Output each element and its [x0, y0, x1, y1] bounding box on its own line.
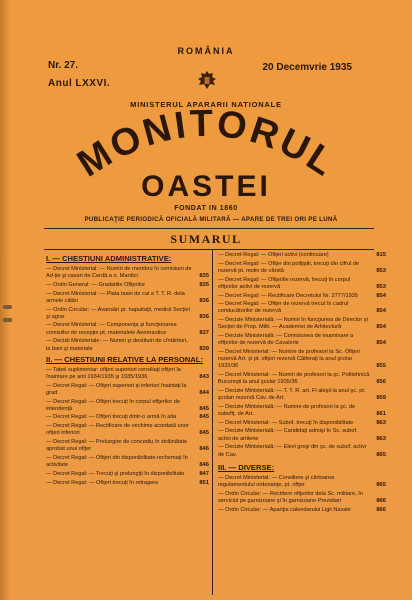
summary-right-column: [218, 252, 386, 515]
entry-text: — Decret Regal: — Ofiţeri trecuţi în retragere: [46, 479, 159, 486]
entry-page-number: 861: [376, 411, 386, 418]
entry-page-number: 866: [376, 497, 386, 504]
entry-page-number: 853: [376, 267, 386, 274]
summary-entry: [218, 372, 386, 386]
summary-entry: [218, 301, 386, 315]
summary-entry: [218, 507, 386, 514]
entry-text: — Decret Regal: — Ofiţeri din disponibilitate rechemaţi în activitate: [46, 454, 188, 469]
entry-page-number: 847: [199, 470, 209, 477]
founded-line: FONDAT IN 1860: [174, 205, 238, 212]
summary-entry: [218, 317, 386, 331]
column-divider: [212, 250, 213, 595]
section-heading: II. — CHESTIUNI RELATIVE LA PERSONAL:: [46, 354, 203, 364]
entry-text: — Decizie Ministerială: — Candidaţi admişi în Sc. subof. activi de artilerie: [218, 428, 358, 442]
summary-entry: [218, 333, 386, 347]
summary-entry: [218, 404, 386, 418]
entry-page-number: 863: [376, 419, 386, 426]
entry-text: — Decret Regal: — Ofiţeri superiori şi inferiori înaintaţi la grad: [46, 382, 187, 396]
entry-page-number: 815: [376, 252, 386, 258]
entry-page-number: 843: [199, 373, 209, 380]
entry-list: [218, 475, 386, 514]
entry-text: — Decizie Ministerială: — Elevi greşi din şc. de subof. activi de Cav.: [218, 444, 366, 458]
entry-text: — Decret Regal: — Ofiţer din poliţiştii, trecuţi din cifrul de rezervă pt. motiv de vârstă: [218, 260, 360, 274]
summary-entry: [218, 444, 386, 458]
entry-page-number: 854: [376, 292, 386, 299]
entry-page-number: 846: [199, 446, 209, 453]
summary-entry: [46, 338, 209, 352]
summary-entry: [46, 480, 209, 487]
entry-page-number: 854: [376, 324, 386, 331]
entry-page-number: 866: [376, 506, 386, 513]
staple-mark: [3, 318, 12, 322]
entry-text: — Decret Regal: — Ofiţeri activi (continuare): [218, 252, 329, 258]
entry-page-number: 835: [199, 273, 209, 280]
entry-page-number: 845: [199, 405, 209, 412]
entry-text: — Decizie Ministerială: — T. T. R. art. Fl aleşii la anul şc. pt. şcolari rezervă Cav. de Art.: [218, 387, 366, 402]
issue-date: 20 Decemvrie 1935: [262, 62, 352, 73]
entry-text: — Decret Regal: — Ofiţer de rezervă trecut în cadrul conducătorilor de rezervă: [218, 301, 349, 315]
entry-text: — Decizie Ministerială: — Comisiunea de examinare a ofiţerilor de rezervă de Cavalerie: [218, 333, 354, 347]
entry-page-number: 839: [199, 345, 209, 352]
entry-page-number: 836: [199, 297, 209, 304]
summary-entry: [46, 322, 209, 336]
summary-entry: [46, 367, 209, 381]
entry-text: — Decret Ministerial: — Numiri de membru în comisiuni de Ad-ţie şi casari de Cerdă a o. Mardici: [46, 266, 192, 280]
entry-text: — Decret Regal: — Ofiţeri trecuţi dintr-o armă în alta: [46, 414, 177, 421]
summary-entry: [218, 261, 386, 275]
summary-entry: [218, 277, 386, 291]
ministry-name: MINISTERUL APARARII NATIONALE: [130, 100, 282, 109]
summary-entry: [218, 388, 386, 402]
divider: [44, 228, 374, 229]
summary-entry: [218, 293, 386, 300]
entry-page-number: 856: [376, 379, 386, 386]
entry-text: — Decizie Ministerială: — Numiri în funcţiunea de Director şi Secţiei de Prop. Milit. — Academiei de Arhitectură: [218, 317, 368, 331]
summary-entry: [46, 282, 209, 289]
summary-entry: [46, 423, 209, 437]
entry-text: — Decret Ministerial: — Numiri de profesori la şc. Politehnică Bucureşti la anul şcolar 1935/36: [218, 372, 370, 386]
entry-text: — Decret Regal: — Prelungire de concediu în străinătate aprobat unui ofiţer: [46, 439, 188, 453]
entry-page-number: 853: [376, 283, 386, 290]
entry-text: — Decret Ministerial: — Consiliere şi cârtoarea regulamentului ordonanţe, pt. ofiţer: [218, 474, 335, 488]
entry-page-number: 863: [376, 435, 386, 442]
entry-page-number: 835: [199, 281, 209, 288]
entry-text: — Ordin General: — Gradatiile Ofiţerilor: [46, 281, 146, 288]
entry-page-number: 855: [376, 363, 386, 370]
entry-page-number: 845: [199, 414, 209, 421]
entry-text: — Decizii Ministeriale: — Numiri şi destituiri de cîntăritori, la bani şi materiale: [46, 338, 188, 352]
summary-entry: [46, 266, 209, 280]
entry-text: — Decret Ministerial: — Componenţa şi funcţionarea comisiilor de recepţie pt. materialele Aeronautice: [46, 322, 177, 336]
entry-text: — Ordin Circular: — Apariţia calendarului Ligii Navale: [218, 506, 351, 513]
volume-year: Anul LXXVI.: [48, 78, 111, 89]
entry-list: [46, 367, 209, 487]
summary-entry: [46, 307, 209, 321]
entry-page-number: 854: [376, 340, 386, 347]
entry-text: — Decret Regal: — Rectificare de vechime acordată unor ofiţeri inferiori: [46, 423, 189, 437]
entry-text: — Decret Regal: — Trecuţi şi prelungiţi în disponibilitate: [46, 470, 185, 477]
section-heading: III. — DIVERSE:: [218, 462, 275, 472]
entry-list: [46, 266, 209, 353]
country-heading: ROMÂNIA: [177, 46, 235, 56]
entry-list: [218, 252, 386, 459]
masthead-line-1: MONITORUL: [70, 102, 344, 186]
staple-mark: [3, 305, 12, 309]
summary-entry: [218, 420, 386, 427]
summary-heading: SUMARUL: [170, 232, 242, 246]
entry-text: — Tabel suplimentar: ofiţeri superiori consiliaţi ofiţeri la înaintare pe anii 1934/1935 şi 1935/1936: [46, 366, 181, 380]
entry-page-number: 859: [376, 395, 386, 402]
entry-text: — Decret Regal: — Ofiţeri trecuţi în corpul ofiţerilor de intendenţă: [46, 398, 180, 412]
summary-entry: [46, 291, 209, 305]
entry-page-number: 844: [199, 389, 209, 396]
entry-page-number: 845: [199, 430, 209, 437]
summary-entry: [46, 455, 209, 469]
coat-of-arms-icon: [196, 70, 218, 92]
summary-entry: [218, 252, 386, 259]
publication-line: PUBLICAŢIE PERIODICĂ OFICIALĂ MILITARĂ — APARE DE TREI ORI PE LUNĂ: [84, 216, 338, 223]
entry-text: — Decret Ministerial: — Subof. trecuţi în disponibilitate: [218, 419, 354, 426]
entry-text: — Decret Regal: — Ofiţeriile rezervă, trecuţi în corpul ofiţerilor activi de rezervă: [218, 276, 351, 290]
entry-page-number: 846: [199, 462, 209, 469]
summary-entry: [46, 439, 209, 453]
entry-text: — Decizie Ministerială: — Numire de profesori la şc. de subofiţ. de Art.: [218, 403, 356, 418]
entry-page-number: 865: [376, 481, 386, 488]
summary-entry: [46, 383, 209, 397]
summary-entry: [46, 399, 209, 413]
summary-entry: [218, 428, 386, 442]
entry-page-number: 865: [376, 451, 386, 458]
summary-left-column: [46, 252, 209, 488]
summary-entry: [218, 475, 386, 489]
entry-page-number: 851: [199, 479, 209, 486]
entry-page-number: 837: [199, 329, 209, 336]
entry-text: — Decret Regal: — Rectificare Decretului Nr. 2777/1935: [218, 292, 358, 299]
masthead-line-2: OASTEI: [141, 170, 271, 203]
summary-entry: [46, 471, 209, 478]
entry-text: — Decret Ministerial: — Numire de profesori la Sc. Ofiţeri rezervă Art. şi pt. ofiţeri rezervă Căiferaţi la anul şcolar 1935/36: [218, 348, 360, 370]
summary-entry: [218, 349, 386, 371]
page-edge-shadow: [0, 0, 10, 600]
issue-number: Nr. 27.: [48, 60, 79, 71]
entry-text: — Ordin Circular: — Rectitere ofiţerilor dela Sc. militare, în serviciul pe garnizoane şi în garnizoane Prezidiari: [218, 490, 363, 504]
section-heading: I. — CHESTIUNI ADMINISTRATIVE:: [46, 254, 172, 263]
entry-page-number: 854: [376, 308, 386, 315]
summary-entry: [46, 414, 209, 421]
entry-page-number: 836: [199, 313, 209, 320]
divider: [44, 249, 374, 250]
entry-text: — Decret Ministerial: — Plata taxei de cal a T. T. R. dela armele călări: [46, 290, 185, 304]
entry-text: — Ordin Circular: — Avansări pr. hapuitaţii, medicii Secţiei şi agrar: [46, 306, 190, 320]
summary-entry: [218, 491, 386, 505]
